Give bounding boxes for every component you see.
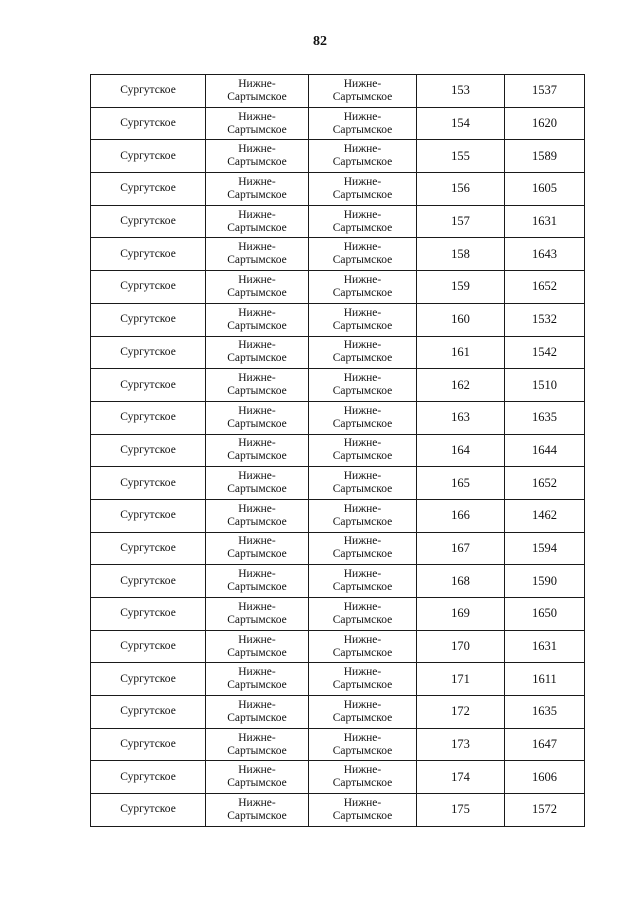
field-cell: Сургутское <box>91 238 206 271</box>
deposit-cell <box>309 238 417 271</box>
area-cell <box>206 696 309 729</box>
deposit-line-1: Нижне- <box>343 698 382 711</box>
area-line-1: Нижне- <box>238 502 276 515</box>
field-cell: Сургутское <box>91 173 206 206</box>
area-line-1: Нижне- <box>238 535 276 548</box>
deposit-cell <box>309 499 417 532</box>
well-number-cell: 172 <box>417 696 505 729</box>
deposit-cell <box>309 303 417 336</box>
deposit-line-1: Нижне- <box>343 633 382 646</box>
area-line-2: Сартымское <box>227 188 287 201</box>
well-number-cell: 167 <box>417 532 505 565</box>
field-cell: Сургутское <box>91 696 206 729</box>
deposit-line-1: Нижне- <box>343 143 382 156</box>
area-line-2: Сартымское <box>227 646 287 659</box>
area-line-1: Нижне- <box>238 110 276 123</box>
table-row <box>91 238 585 271</box>
area-cell <box>206 598 309 631</box>
deposit-line-1: Нижне- <box>343 502 382 515</box>
field-cell: Сургутское <box>91 467 206 500</box>
table-row <box>91 761 585 794</box>
well-number-cell: 155 <box>417 140 505 173</box>
well-number-cell: 157 <box>417 205 505 238</box>
area-line-1: Нижне- <box>238 796 276 809</box>
field-cell: Сургутское <box>91 499 206 532</box>
area-line-1: Нижне- <box>238 372 276 385</box>
deposit-cell <box>309 728 417 761</box>
deposit-line-2: Сартымское <box>332 188 393 201</box>
well-number-cell: 165 <box>417 467 505 500</box>
deposit-line-1: Нижне- <box>343 241 382 254</box>
area-line-2: Сартымское <box>227 613 287 626</box>
area-line-2: Сартымское <box>227 679 287 692</box>
deposit-cell <box>309 205 417 238</box>
table-row <box>91 303 585 336</box>
deposit-line-2: Сартымское <box>332 548 393 561</box>
table-row <box>91 565 585 598</box>
deposit-line-2: Сартымское <box>332 613 393 626</box>
value-cell: 1652 <box>505 271 585 304</box>
well-number-cell: 166 <box>417 499 505 532</box>
field-cell: Сургутское <box>91 75 206 108</box>
area-line-1: Нижне- <box>238 470 276 483</box>
area-line-2: Сартымское <box>227 417 287 430</box>
well-number-cell: 164 <box>417 434 505 467</box>
value-cell: 1635 <box>505 401 585 434</box>
field-cell: Сургутское <box>91 565 206 598</box>
area-cell <box>206 532 309 565</box>
deposit-cell <box>309 271 417 304</box>
area-cell <box>206 369 309 402</box>
field-cell: Сургутское <box>91 107 206 140</box>
deposit-line-1: Нижне- <box>343 404 382 417</box>
table-row <box>91 205 585 238</box>
area-line-1: Нижне- <box>238 666 276 679</box>
value-cell: 1631 <box>505 205 585 238</box>
area-line-2: Сартымское <box>227 809 287 822</box>
area-cell <box>206 434 309 467</box>
field-cell: Сургутское <box>91 761 206 794</box>
deposit-line-2: Сартымское <box>332 319 393 332</box>
area-line-1: Нижне- <box>238 339 276 352</box>
well-number-cell: 170 <box>417 630 505 663</box>
area-line-2: Сартымское <box>227 352 287 365</box>
area-line-2: Сартымское <box>227 548 287 561</box>
area-cell <box>206 401 309 434</box>
deposit-line-2: Сартымское <box>332 711 393 724</box>
table-row <box>91 336 585 369</box>
data-table <box>90 74 585 827</box>
table-row <box>91 140 585 173</box>
value-cell: 1510 <box>505 369 585 402</box>
deposit-line-2: Сартымское <box>332 286 393 299</box>
field-cell: Сургутское <box>91 271 206 304</box>
deposit-line-2: Сартымское <box>332 450 393 463</box>
area-cell <box>206 499 309 532</box>
deposit-line-1: Нижне- <box>343 77 382 90</box>
deposit-line-1: Нижне- <box>343 568 382 581</box>
deposit-line-1: Нижне- <box>343 273 382 286</box>
well-number-cell: 160 <box>417 303 505 336</box>
value-cell: 1590 <box>505 565 585 598</box>
value-cell: 1620 <box>505 107 585 140</box>
area-cell <box>206 336 309 369</box>
area-line-1: Нижне- <box>238 731 276 744</box>
table-row <box>91 663 585 696</box>
value-cell: 1631 <box>505 630 585 663</box>
area-line-1: Нижне- <box>238 273 276 286</box>
table-row <box>91 794 585 827</box>
well-number-cell: 169 <box>417 598 505 631</box>
value-cell: 1643 <box>505 238 585 271</box>
area-line-2: Сартымское <box>227 90 287 103</box>
area-cell <box>206 107 309 140</box>
value-cell: 1537 <box>505 75 585 108</box>
deposit-line-1: Нижне- <box>343 731 382 744</box>
field-cell: Сургутское <box>91 401 206 434</box>
area-cell <box>206 173 309 206</box>
area-cell <box>206 630 309 663</box>
deposit-cell <box>309 532 417 565</box>
deposit-line-2: Сартымское <box>332 90 393 103</box>
table-body <box>91 75 585 827</box>
deposit-line-1: Нижне- <box>343 470 382 483</box>
area-cell <box>206 794 309 827</box>
area-line-1: Нижне- <box>238 208 276 221</box>
well-number-cell: 168 <box>417 565 505 598</box>
table-row <box>91 630 585 663</box>
well-number-cell: 171 <box>417 663 505 696</box>
area-line-1: Нижне- <box>238 698 276 711</box>
field-cell: Сургутское <box>91 728 206 761</box>
value-cell: 1532 <box>505 303 585 336</box>
deposit-cell <box>309 107 417 140</box>
well-number-cell: 173 <box>417 728 505 761</box>
field-cell: Сургутское <box>91 794 206 827</box>
area-line-2: Сартымское <box>227 744 287 757</box>
deposit-cell <box>309 598 417 631</box>
table-row <box>91 467 585 500</box>
deposit-line-2: Сартымское <box>332 777 393 790</box>
deposit-line-1: Нижне- <box>343 600 382 613</box>
area-line-2: Сартымское <box>227 581 287 594</box>
area-cell <box>206 75 309 108</box>
value-cell: 1606 <box>505 761 585 794</box>
deposit-line-2: Сартымское <box>332 809 393 822</box>
deposit-line-2: Сартымское <box>332 744 393 757</box>
area-line-2: Сартымское <box>227 515 287 528</box>
value-cell: 1572 <box>505 794 585 827</box>
area-cell <box>206 140 309 173</box>
area-line-1: Нижне- <box>238 633 276 646</box>
area-cell <box>206 271 309 304</box>
deposit-cell <box>309 663 417 696</box>
table-row <box>91 107 585 140</box>
deposit-cell <box>309 794 417 827</box>
area-line-2: Сартымское <box>227 711 287 724</box>
table-row <box>91 598 585 631</box>
deposit-line-1: Нижне- <box>343 535 382 548</box>
area-line-2: Сартымское <box>227 123 287 136</box>
page-number: 82 <box>313 34 327 49</box>
well-number-cell: 175 <box>417 794 505 827</box>
area-line-2: Сартымское <box>227 777 287 790</box>
table-row <box>91 271 585 304</box>
field-cell: Сургутское <box>91 434 206 467</box>
well-number-cell: 159 <box>417 271 505 304</box>
field-cell: Сургутское <box>91 663 206 696</box>
deposit-line-1: Нижне- <box>343 339 382 352</box>
deposit-line-2: Сартымское <box>332 221 393 234</box>
deposit-line-1: Нижне- <box>343 110 382 123</box>
table-row <box>91 75 585 108</box>
deposit-cell <box>309 467 417 500</box>
well-number-cell: 162 <box>417 369 505 402</box>
deposit-line-1: Нижне- <box>343 306 382 319</box>
value-cell: 1652 <box>505 467 585 500</box>
deposit-line-2: Сартымское <box>332 483 393 496</box>
area-cell <box>206 467 309 500</box>
well-number-cell: 158 <box>417 238 505 271</box>
deposit-cell <box>309 565 417 598</box>
area-line-2: Сартымское <box>227 221 287 234</box>
area-line-1: Нижне- <box>238 77 276 90</box>
deposit-line-2: Сартымское <box>332 385 393 398</box>
deposit-line-2: Сартымское <box>332 417 393 430</box>
well-number-cell: 153 <box>417 75 505 108</box>
field-cell: Сургутское <box>91 336 206 369</box>
value-cell: 1635 <box>505 696 585 729</box>
value-cell: 1647 <box>505 728 585 761</box>
deposit-line-1: Нижне- <box>343 437 382 450</box>
field-cell: Сургутское <box>91 532 206 565</box>
area-line-2: Сартымское <box>227 483 287 496</box>
area-line-1: Нижне- <box>238 143 276 156</box>
table-row <box>91 401 585 434</box>
area-line-1: Нижне- <box>238 764 276 777</box>
well-number-cell: 163 <box>417 401 505 434</box>
table-row <box>91 532 585 565</box>
deposit-cell <box>309 173 417 206</box>
deposit-line-2: Сартымское <box>332 254 393 267</box>
deposit-line-1: Нижне- <box>343 175 382 188</box>
area-line-1: Нижне- <box>238 404 276 417</box>
area-line-2: Сартымское <box>227 450 287 463</box>
table-row <box>91 728 585 761</box>
value-cell: 1594 <box>505 532 585 565</box>
value-cell: 1589 <box>505 140 585 173</box>
field-cell: Сургутское <box>91 205 206 238</box>
area-line-1: Нижне- <box>238 437 276 450</box>
deposit-line-1: Нижне- <box>343 764 382 777</box>
deposit-line-2: Сартымское <box>332 581 393 594</box>
table-row <box>91 499 585 532</box>
deposit-cell <box>309 630 417 663</box>
deposit-line-1: Нижне- <box>343 208 382 221</box>
deposit-line-1: Нижне- <box>343 796 382 809</box>
area-cell <box>206 238 309 271</box>
value-cell: 1650 <box>505 598 585 631</box>
field-cell: Сургутское <box>91 303 206 336</box>
deposit-line-1: Нижне- <box>343 372 382 385</box>
value-cell: 1605 <box>505 173 585 206</box>
table-row <box>91 696 585 729</box>
deposit-line-2: Сартымское <box>332 646 393 659</box>
well-number-cell: 154 <box>417 107 505 140</box>
deposit-line-2: Сартымское <box>332 156 393 169</box>
value-cell: 1611 <box>505 663 585 696</box>
area-cell <box>206 728 309 761</box>
field-cell: Сургутское <box>91 140 206 173</box>
area-cell <box>206 565 309 598</box>
deposit-cell <box>309 761 417 794</box>
table-row <box>91 369 585 402</box>
area-line-2: Сартымское <box>227 385 287 398</box>
area-line-1: Нижне- <box>238 306 276 319</box>
deposit-cell <box>309 434 417 467</box>
value-cell: 1644 <box>505 434 585 467</box>
field-cell: Сургутское <box>91 369 206 402</box>
area-cell <box>206 663 309 696</box>
area-cell <box>206 303 309 336</box>
area-line-1: Нижне- <box>238 600 276 613</box>
table-row <box>91 173 585 206</box>
deposit-cell <box>309 369 417 402</box>
well-number-cell: 156 <box>417 173 505 206</box>
deposit-cell <box>309 401 417 434</box>
area-cell <box>206 761 309 794</box>
table-row <box>91 434 585 467</box>
field-cell: Сургутское <box>91 598 206 631</box>
deposit-line-2: Сартымское <box>332 352 393 365</box>
area-line-1: Нижне- <box>238 241 276 254</box>
well-number-cell: 174 <box>417 761 505 794</box>
well-number-cell: 161 <box>417 336 505 369</box>
deposit-cell <box>309 75 417 108</box>
deposit-line-1: Нижне- <box>343 666 382 679</box>
deposit-line-2: Сартымское <box>332 123 393 136</box>
deposit-cell <box>309 336 417 369</box>
area-line-2: Сартымское <box>227 156 287 169</box>
value-cell: 1542 <box>505 336 585 369</box>
area-cell <box>206 205 309 238</box>
area-line-1: Нижне- <box>238 568 276 581</box>
field-cell: Сургутское <box>91 630 206 663</box>
deposit-cell <box>309 696 417 729</box>
deposit-line-2: Сартымское <box>332 515 393 528</box>
area-line-1: Нижне- <box>238 175 276 188</box>
deposit-cell <box>309 140 417 173</box>
area-line-2: Сартымское <box>227 254 287 267</box>
value-cell: 1462 <box>505 499 585 532</box>
area-line-2: Сартымское <box>227 286 287 299</box>
area-line-2: Сартымское <box>227 319 287 332</box>
deposit-line-2: Сартымское <box>332 679 393 692</box>
